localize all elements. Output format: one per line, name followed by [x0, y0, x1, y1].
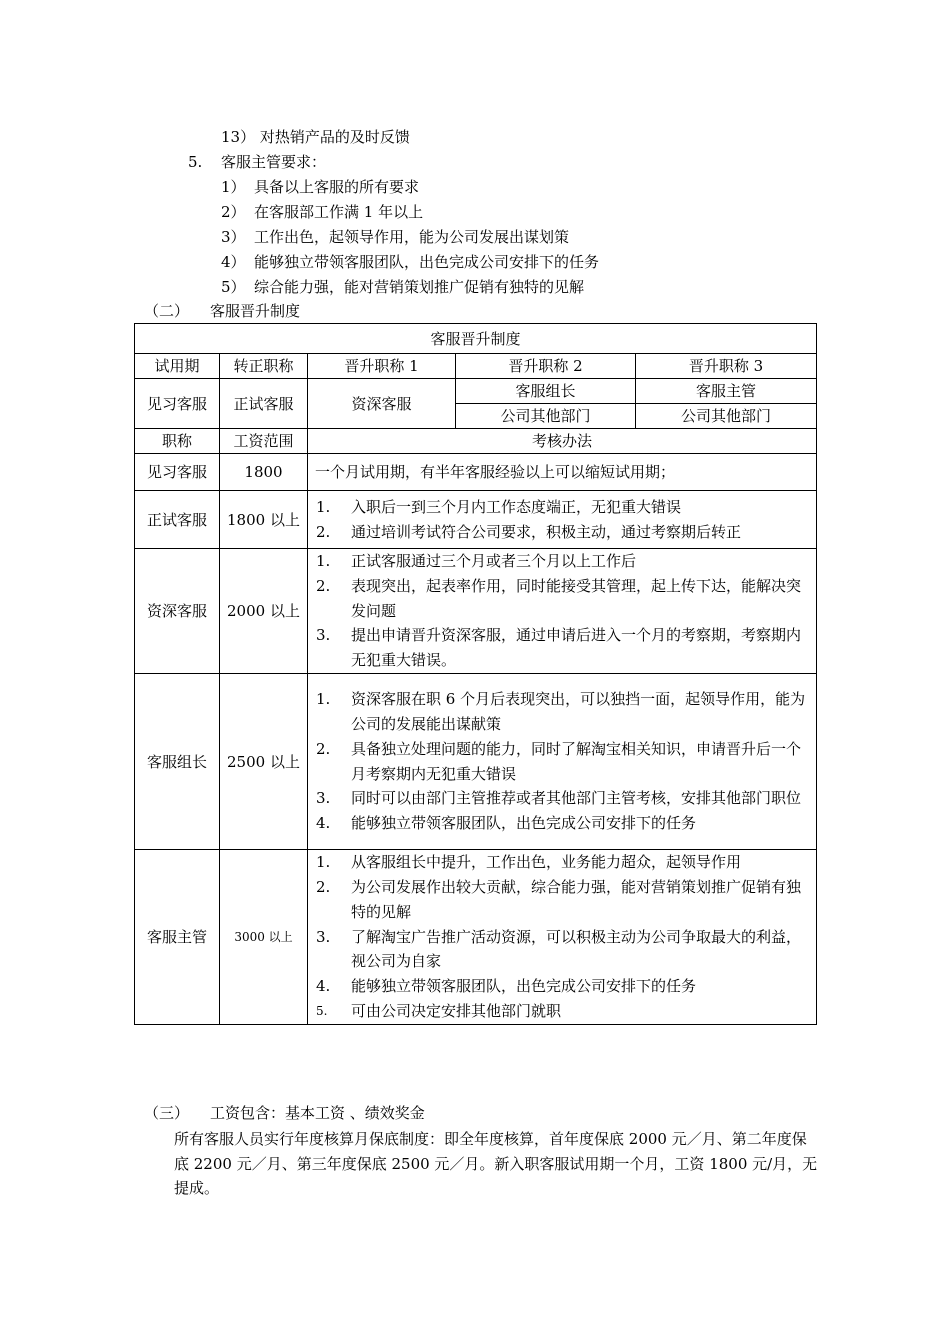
- path-cell: 客服主管: [636, 379, 817, 404]
- section-3-heading: （三） 工资包含：基本工资 、绩效奖金: [144, 1104, 425, 1122]
- row-salary: 1800: [220, 454, 308, 491]
- criteria-item: 2. 表现突出，起表率作用，同时能接受其管理，起上传下达，能解决突发问题: [316, 576, 802, 620]
- list-item: 4） 能够独立带领客服团队，出色完成公司安排下的任务: [221, 253, 600, 271]
- header-cell: 晋升职称 3: [636, 354, 817, 379]
- row-salary: 1800 以上: [220, 491, 308, 549]
- criteria-item: 2. 通过培训考试符合公司要求，积极主动，通过考察期后转正: [316, 522, 742, 541]
- list-item: 2） 在客服部工作满 1 年以上: [221, 203, 424, 221]
- criteria-item: 5. 可由公司决定安排其他部门就职: [316, 1001, 562, 1020]
- criteria-item: 2. 具备独立处理问题的能力，同时了解淘宝相关知识，申请晋升后一个月考察期内无犯重大错误: [316, 739, 802, 783]
- header-cell: 转正职称: [220, 354, 308, 379]
- row-title: 客服主管: [135, 850, 220, 1025]
- table-row: [135, 549, 817, 674]
- criteria-item: 3. 了解淘宝广告推广活动资源，可以积极主动为公司争取最大的利益，视公司为自家: [316, 927, 802, 971]
- list-item-13: 13） 对热销产品的及时反馈: [221, 128, 410, 146]
- path-cell: 资深客服: [308, 379, 456, 429]
- criteria-item: 3. 同时可以由部门主管推荐或者其他部门主管考核，安排其他部门职位: [316, 789, 802, 808]
- section-5-heading: 5. 客服主管要求：: [188, 153, 327, 171]
- row-salary: 2500 以上: [220, 674, 308, 850]
- row-criteria: [308, 549, 817, 674]
- table-row: [135, 491, 817, 549]
- list-item: 1） 具备以上客服的所有要求: [221, 178, 420, 196]
- row-title: 客服组长: [135, 674, 220, 850]
- sub-header-cell: 考核办法: [308, 429, 817, 454]
- row-title: 见习客服: [135, 454, 220, 491]
- table-row: [135, 454, 817, 491]
- salary-paragraph: 所有客服人员实行年度核算月保底制度：即全年度核算，首年度保底 2000 元／月、第二年度保底 2200 元／月、第三年度保底 2500 元／月。新入职客服试用期一个月，工资 1800 元/月，无提成。: [174, 1130, 818, 1197]
- path-cell: 见习客服: [135, 379, 220, 429]
- row-criteria: [308, 850, 817, 1025]
- header-cell: 试用期: [135, 354, 220, 379]
- path-row: [135, 379, 817, 404]
- sub-header-cell: 职称: [135, 429, 220, 454]
- criteria-item: 3. 提出申请晋升资深客服，通过申请后进入一个月的考察期，考察期内无犯重大错误。: [316, 626, 802, 670]
- list-item: 5） 综合能力强，能对营销策划推广促销有独特的见解: [221, 278, 585, 296]
- table-title: 客服晋升制度: [135, 324, 817, 354]
- path-cell: 客服组长: [456, 379, 636, 404]
- row-criteria: [308, 491, 817, 549]
- path-cell: 正试客服: [220, 379, 308, 429]
- row-criteria: [308, 674, 817, 850]
- table-row: [135, 674, 817, 850]
- criteria-item: 2. 为公司发展作出较大贡献，综合能力强，能对营销策划推广促销有独特的见解: [316, 878, 802, 921]
- table-header-row: [135, 354, 817, 379]
- table-title-row: [135, 324, 817, 354]
- sub-header-row: [135, 429, 817, 454]
- criteria-item: 1. 入职后一到三个月内工作态度端正，无犯重大错误: [316, 497, 682, 516]
- path-cell: 公司其他部门: [636, 404, 817, 429]
- row-text: 一个月试用期，有半年客服经验以上可以缩短试用期；: [308, 454, 817, 491]
- path-cell: 公司其他部门: [456, 404, 636, 429]
- row-salary: 2000 以上: [220, 549, 308, 674]
- criteria-item: 4. 能够独立带领客服团队，出色完成公司安排下的任务: [316, 814, 697, 833]
- criteria-item: 1. 从客服组长中提升，工作出色，业务能力超众，起领导作用: [316, 853, 742, 872]
- criteria-item: 1. 正试客服通过三个月或者三个月以上工作后: [316, 552, 637, 570]
- section-2-heading: （二） 客服晋升制度: [144, 302, 301, 320]
- header-cell: 晋升职称 1: [308, 354, 456, 379]
- criteria-item: 1. 资深客服在职 6 个月后表现突出，可以独挡一面，起领导作用，能为公司的发展能出谋献策: [316, 690, 806, 733]
- row-title: 资深客服: [135, 549, 220, 674]
- table-row: [135, 850, 817, 1025]
- list-item: 3） 工作出色，起领导作用，能为公司发展出谋划策: [221, 228, 570, 246]
- criteria-item: 4. 能够独立带领客服团队，出色完成公司安排下的任务: [316, 977, 697, 996]
- header-cell: 晋升职称 2: [456, 354, 636, 379]
- promotion-table: [134, 323, 817, 1025]
- sub-header-cell: 工资范围: [220, 429, 308, 454]
- row-salary: 3000 以上: [220, 850, 308, 1025]
- row-title: 正试客服: [135, 491, 220, 549]
